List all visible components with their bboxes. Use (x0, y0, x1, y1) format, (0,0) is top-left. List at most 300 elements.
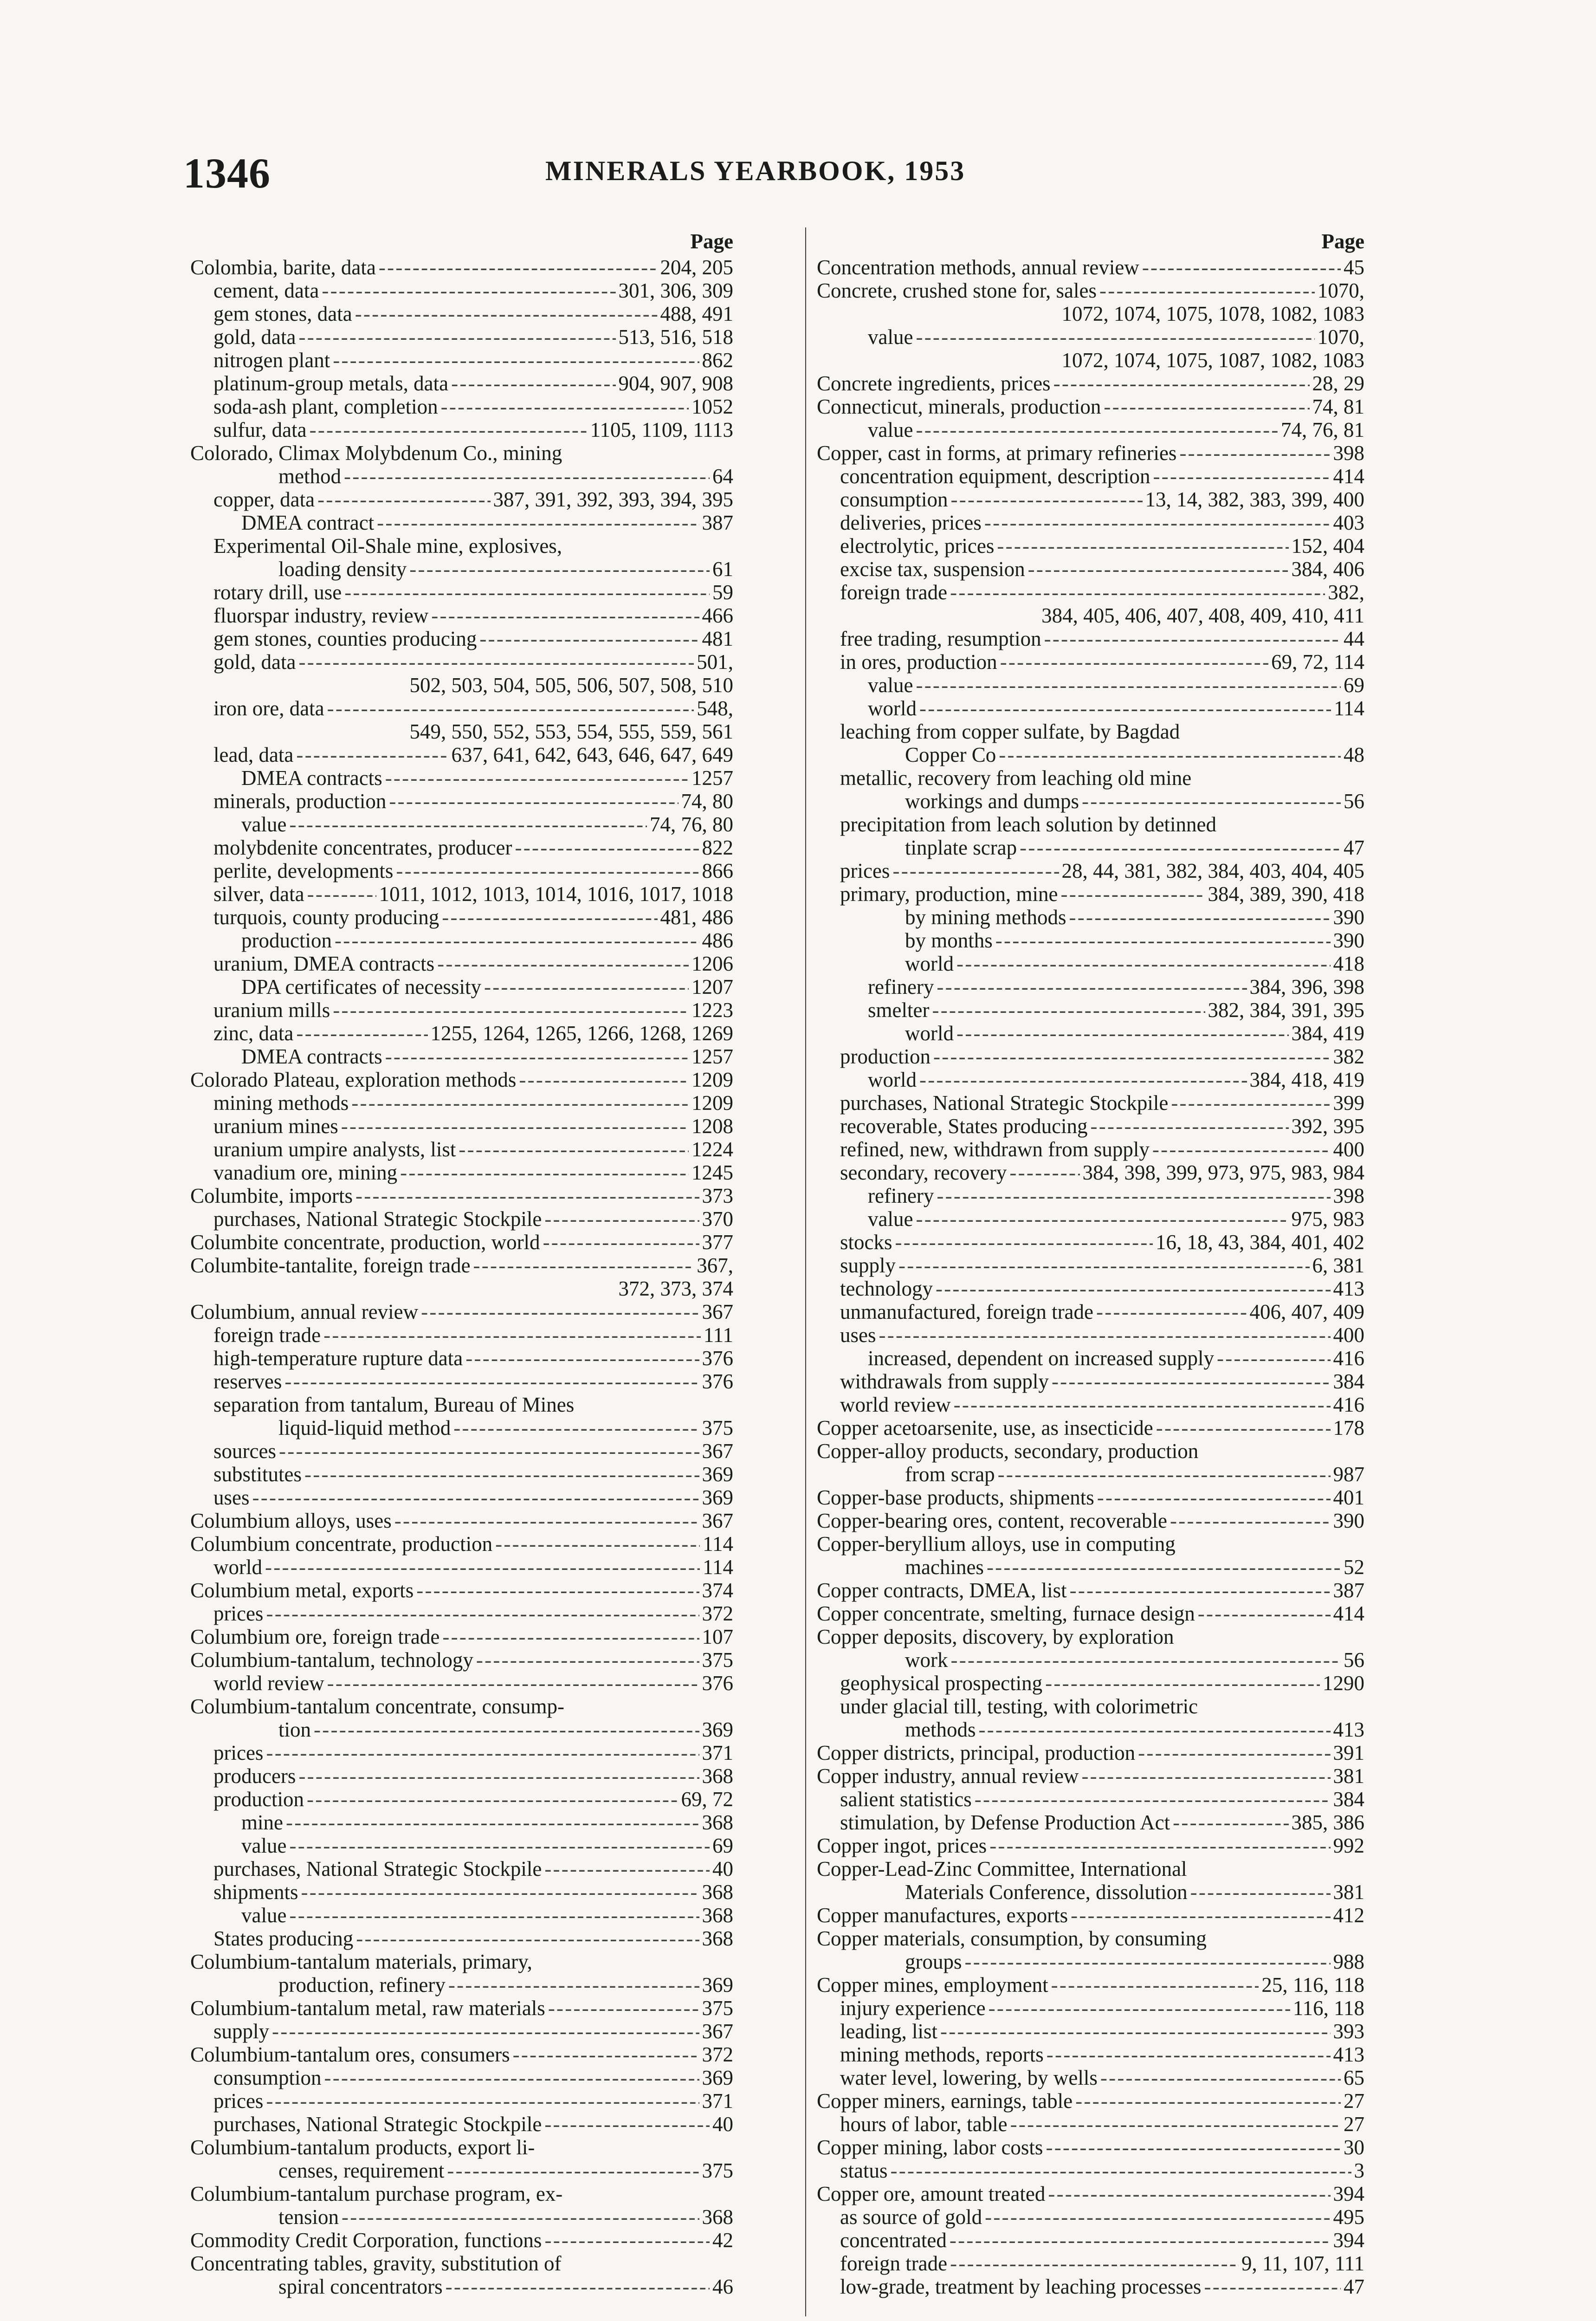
index-entry (817, 488, 1364, 511)
entry-pages: 301, 306, 309 (618, 279, 733, 302)
entry-text: turquois, county producing (213, 906, 439, 929)
index-entry (817, 929, 1364, 952)
dot-leader (431, 604, 699, 627)
entry-text: iron ore, data (213, 697, 324, 720)
entry-text: vanadium ore, mining (213, 1161, 398, 1184)
index-entry (817, 511, 1364, 534)
dot-leader (1190, 1880, 1331, 1904)
index-entry (190, 1300, 733, 1323)
index-entry (817, 790, 1364, 813)
dot-leader (344, 465, 710, 488)
dot-leader (919, 697, 1331, 720)
dot-leader (916, 325, 1314, 349)
index-entry (817, 1022, 1364, 1045)
entry-pages: 367, (697, 1254, 733, 1277)
entry-text: purchases, National Strategic Stockpile (213, 1207, 542, 1231)
dot-leader (936, 1277, 1331, 1300)
entry-pages: 367 (702, 1439, 733, 1463)
index-entry (817, 650, 1364, 674)
entry-text: perlite, developments (213, 859, 394, 882)
entry-text: uses (840, 1323, 876, 1347)
entry-pages: 69 (1344, 674, 1364, 697)
index-entry (817, 2275, 1364, 2298)
entry-pages: 376 (702, 1347, 733, 1370)
entry-text: censes, requirement (278, 2159, 445, 2182)
entry-text: prices (213, 2089, 264, 2113)
entry-text: uranium umpire analysts, list (213, 1138, 456, 1161)
index-entry (190, 882, 733, 906)
entry-text: loading density (278, 558, 407, 581)
entry-pages: 381 (1333, 1764, 1364, 1788)
entry-text: Copper-base products, shipments (817, 1486, 1094, 1509)
entry-pages: 28, 29 (1312, 372, 1364, 395)
dot-leader (298, 1764, 699, 1788)
entry-pages: 368 (702, 2205, 733, 2229)
entry-text: Materials Conference, dissolution (905, 1880, 1188, 1904)
dot-leader (1069, 906, 1331, 929)
entry-pages: 382, (1328, 581, 1364, 604)
entry-pages: 74, 81 (1312, 395, 1364, 418)
entry-pages: 1206 (691, 952, 733, 975)
index-entry (817, 581, 1364, 604)
entry-text: foreign trade (213, 1323, 321, 1347)
index-entry (817, 1045, 1364, 1068)
entry-text: uses (213, 1486, 250, 1509)
index-entries (190, 256, 733, 2298)
entry-text: substitutes (213, 1463, 302, 1486)
index-entry (817, 952, 1364, 975)
entry-pages: 367 (702, 1509, 733, 1532)
index-entry (190, 1463, 733, 1486)
entry-pages: 401 (1333, 1486, 1364, 1509)
index-entry (817, 674, 1364, 697)
dot-leader (984, 511, 1331, 534)
dot-leader (933, 1045, 1331, 1068)
entry-text: copper, data (213, 488, 315, 511)
entry-pages: 69, 72 (681, 1788, 733, 1811)
entry-text: tinplate scrap (905, 836, 1017, 859)
index-entry: Columbium-tantalum concentrate, consump- (190, 1695, 565, 1718)
entry-pages: 74, 76, 81 (1281, 418, 1364, 441)
index-entry (817, 1602, 1364, 1625)
entry-text: unmanufactured, foreign trade (840, 1300, 1093, 1323)
index-entry (817, 1347, 1364, 1370)
entry-text: water level, lowering, by wells (840, 2066, 1098, 2089)
index-entry: Copper-beryllium alloys, use in computing (817, 1532, 1176, 1556)
dot-leader (385, 1045, 689, 1068)
entry-pages: 394 (1333, 2182, 1364, 2205)
index-entry (190, 1602, 733, 1625)
index-entry (190, 1834, 733, 1857)
dot-leader (916, 674, 1341, 697)
entry-pages: 413 (1333, 1277, 1364, 1300)
dot-leader (919, 1068, 1247, 1091)
index-entry (190, 1439, 733, 1463)
index-entry (817, 1068, 1364, 1091)
entry-pages: 368 (702, 1904, 733, 1927)
index-entry (817, 882, 1364, 906)
index-entry (817, 1764, 1364, 1788)
index-entry (817, 1811, 1364, 1834)
entry-text: recoverable, States producing (840, 1115, 1088, 1138)
index-entry (817, 2159, 1364, 2182)
entry-pages: 904, 907, 908 (618, 372, 733, 395)
index-entry: Copper deposits, discovery, by exploration (817, 1625, 1174, 1648)
index-entry (817, 279, 1364, 302)
index-entry (190, 604, 733, 627)
entry-pages: 178 (1333, 1416, 1364, 1439)
index-entry (190, 1254, 733, 1277)
index-entry (817, 1509, 1364, 1532)
entry-pages: 204, 205 (660, 256, 733, 279)
index-entry (817, 2043, 1364, 2066)
dot-leader (286, 1811, 699, 1834)
dot-leader (892, 859, 1059, 882)
index-entry (817, 1138, 1364, 1161)
entry-pages: 368 (702, 1764, 733, 1788)
entry-pages: 111 (703, 1323, 733, 1347)
entry-text: value (868, 674, 913, 697)
index-entry (190, 1973, 733, 1997)
index-entry (190, 998, 733, 1022)
index-entry (817, 1556, 1364, 1579)
entry-text: production (213, 1788, 304, 1811)
entry-text: gem stones, counties producing (213, 627, 477, 650)
index-entry: Experimental Oil-Shale mine, explosives, (213, 534, 562, 558)
entry-pages: 114 (703, 1532, 733, 1556)
entry-text: electrolytic, prices (840, 534, 995, 558)
entry-pages: 1209 (691, 1091, 733, 1115)
index-entry (190, 488, 733, 511)
entry-text: world review (840, 1393, 951, 1416)
entry-pages: 1011, 1012, 1013, 1014, 1016, 1017, 1018 (379, 882, 733, 906)
dot-leader (1081, 1764, 1330, 1788)
dot-leader (998, 1463, 1331, 1486)
dot-leader (279, 1439, 699, 1463)
entry-pages: 1208 (691, 1115, 733, 1138)
dot-leader (389, 790, 678, 813)
index-entry (190, 1718, 733, 1741)
entry-pages: 367 (702, 2020, 733, 2043)
index-entry (190, 1764, 733, 1788)
dot-leader (916, 1207, 1288, 1231)
dot-leader (1053, 372, 1310, 395)
index-entry (190, 2043, 733, 2066)
dot-leader (351, 1091, 689, 1115)
dot-leader (344, 581, 710, 604)
index-entry (817, 325, 1364, 349)
entry-text: as source of gold (840, 2205, 982, 2229)
entry-pages: 47 (1344, 2275, 1364, 2298)
entry-text: uranium, DMEA contracts (213, 952, 435, 975)
dot-leader (989, 1834, 1330, 1857)
entry-text: machines (905, 1556, 984, 1579)
entry-pages: 513, 516, 518 (618, 325, 733, 349)
index-entry (190, 2229, 733, 2252)
entry-pages: 382 (1333, 1045, 1364, 1068)
dot-leader (1070, 1579, 1331, 1602)
entry-text: refinery (868, 1184, 934, 1207)
entry-text: from scrap (905, 1463, 995, 1486)
entry-text: Columbite concentrate, production, world (190, 1231, 540, 1254)
dot-leader (1171, 1091, 1330, 1115)
entry-pages: 1207 (691, 975, 733, 998)
index-entry (817, 836, 1364, 859)
entry-text: uranium mines (213, 1115, 338, 1138)
dot-leader (1170, 1509, 1330, 1532)
index-entry (190, 952, 733, 975)
entry-pages: 398 (1333, 441, 1364, 465)
entry-pages: 64 (712, 465, 733, 488)
entry-text: Copper-bearing ores, content, recoverable (817, 1509, 1168, 1532)
dot-leader (379, 256, 658, 279)
entry-pages: 44 (1344, 627, 1364, 650)
dot-leader (975, 1788, 1331, 1811)
entry-text: geophysical prospecting (840, 1672, 1043, 1695)
index-entry (817, 558, 1364, 581)
index-entry (190, 813, 733, 836)
index-entry (190, 1416, 733, 1439)
entry-text: concentration equipment, description (840, 465, 1150, 488)
entry-pages: 46 (712, 2275, 733, 2298)
dot-leader (951, 488, 1143, 511)
entry-text: reserves (213, 1370, 282, 1393)
dot-leader (459, 1138, 689, 1161)
entry-pages: 488, 491 (660, 302, 733, 325)
index-entry: Colorado, Climax Molybdenum Co., mining (190, 441, 562, 465)
entry-text: injury experience (840, 1997, 986, 2020)
entry-text: stocks (840, 1231, 892, 1254)
dot-leader (1100, 2066, 1341, 2089)
dot-leader (400, 1161, 689, 1184)
dot-leader (304, 1463, 699, 1486)
index-entry (817, 743, 1364, 766)
index-entry (190, 465, 733, 488)
entry-pages: 406, 407, 409 (1249, 1300, 1364, 1323)
entry-pages: 56 (1344, 1648, 1364, 1672)
dot-leader (322, 279, 615, 302)
index-entry (817, 1254, 1364, 1277)
index-entry (817, 1741, 1364, 1764)
entry-pages: 370 (702, 1207, 733, 1231)
dot-leader (997, 534, 1288, 558)
entry-text: refined, new, withdrawn from supply (840, 1138, 1150, 1161)
dot-leader (484, 975, 689, 998)
dot-leader (519, 1068, 689, 1091)
index-entry (190, 650, 733, 674)
entry-pages: 414 (1333, 1602, 1364, 1625)
entry-pages: 1290 (1323, 1672, 1364, 1695)
entry-text: work (905, 1648, 948, 1672)
entry-text: secondary, recovery (840, 1161, 1007, 1184)
entry-text: withdrawals from supply (840, 1370, 1049, 1393)
entry-pages: 862 (702, 349, 733, 372)
entry-text: Copper manufactures, exports (817, 1904, 1068, 1927)
index-entry (190, 2205, 733, 2229)
dot-leader (965, 1950, 1331, 1973)
dot-leader (356, 1927, 699, 1950)
entry-text: smelter (868, 998, 930, 1022)
dot-leader (1010, 2113, 1341, 2136)
entry-text: increased, dependent on increased supply (868, 1347, 1214, 1370)
index-entry (190, 302, 733, 325)
entry-pages: 975, 983 (1291, 1207, 1364, 1231)
entry-pages: 69 (712, 1834, 733, 1857)
entry-pages: 637, 641, 642, 643, 646, 647, 649 (451, 743, 733, 766)
entry-pages: 52 (1344, 1556, 1364, 1579)
index-column-right (817, 230, 1364, 2298)
dot-leader (307, 882, 376, 906)
entry-text: world (213, 1556, 262, 1579)
entry-pages: 384, 398, 399, 973, 975, 983, 984 (1082, 1161, 1364, 1184)
entry-pages: 56 (1344, 790, 1364, 813)
entry-pages: 28, 44, 381, 382, 384, 403, 404, 405 (1061, 859, 1364, 882)
page-column-heading: Page (690, 230, 733, 253)
dot-leader (333, 349, 699, 372)
index-entry (190, 1370, 733, 1393)
entry-text: world review (213, 1672, 324, 1695)
entry-text: high-temperature rupture data (213, 1347, 463, 1370)
entry-pages: 481 (702, 627, 733, 650)
entry-text: prices (213, 1602, 264, 1625)
entry-pages: 384 (1333, 1788, 1364, 1811)
entry-pages: 387, 391, 392, 393, 394, 395 (493, 488, 733, 511)
dot-leader (341, 1115, 689, 1138)
dot-leader (1091, 1115, 1289, 1138)
entry-text: fluorspar industry, review (213, 604, 429, 627)
index-entry (190, 1068, 733, 1091)
entry-pages: 384, 389, 390, 418 (1208, 882, 1364, 906)
index-entry (190, 697, 733, 720)
dot-leader (1142, 256, 1341, 279)
dot-leader (476, 1648, 699, 1672)
entry-text: Columbium metal, exports (190, 1579, 414, 1602)
entry-pages: 369 (702, 1718, 733, 1741)
index-column-left (190, 230, 733, 2298)
index-entry (190, 1625, 733, 1648)
entry-pages: 398 (1333, 1184, 1364, 1207)
entry-text: methods (905, 1718, 976, 1741)
index-entry (817, 1091, 1364, 1115)
entry-pages: 384, 406 (1291, 558, 1364, 581)
index-entry (190, 1138, 733, 1161)
entry-text: DPA certificates of necessity (241, 975, 481, 998)
index-entry (190, 325, 733, 349)
page-column-heading: Page (1321, 230, 1364, 253)
dot-leader (956, 1022, 1289, 1045)
dot-leader (1044, 627, 1341, 650)
dot-leader (355, 302, 658, 325)
entry-pages: 40 (712, 1857, 733, 1880)
entry-text: Copper ingot, prices (817, 1834, 987, 1857)
entry-text: DMEA contract (241, 511, 375, 534)
entry-pages: 387 (1333, 1579, 1364, 1602)
index-entry (817, 1393, 1364, 1416)
index-entry (190, 836, 733, 859)
entry-text: purchases, National Strategic Stockpile (213, 1857, 542, 1880)
entry-pages: 69, 72, 114 (1271, 650, 1364, 674)
entry-text: purchases, National Strategic Stockpile (213, 2113, 542, 2136)
dot-leader (385, 766, 689, 790)
dot-leader (544, 2229, 710, 2252)
dot-leader (446, 2275, 710, 2298)
entry-text: foreign trade (840, 2252, 948, 2275)
index-entry (190, 1788, 733, 1811)
entry-text: prices (840, 859, 890, 882)
entry-pages: 152, 404 (1291, 534, 1364, 558)
index-entry (817, 2229, 1364, 2252)
index-entry (817, 1161, 1364, 1184)
dot-leader (891, 2159, 1351, 2182)
entry-text: value (241, 1834, 287, 1857)
index-entry (817, 906, 1364, 929)
entry-pages: 375 (702, 1648, 733, 1672)
dot-leader (266, 1602, 699, 1625)
entry-pages: 61 (712, 558, 733, 581)
entry-pages: 414 (1333, 465, 1364, 488)
dot-leader (324, 2066, 699, 2089)
entry-pages: 418 (1333, 952, 1364, 975)
dot-leader (544, 1207, 699, 1231)
index-entry (817, 1718, 1364, 1741)
dot-leader (317, 488, 490, 511)
entry-text: prices (213, 1741, 264, 1764)
entry-pages: 393 (1333, 2020, 1364, 2043)
dot-leader (396, 859, 699, 882)
index-entry (190, 349, 733, 372)
entry-pages: 376 (702, 1370, 733, 1393)
dot-leader (1204, 2275, 1341, 2298)
dot-leader (513, 2043, 699, 2066)
dot-leader (453, 1416, 699, 1439)
entry-text: States producing (213, 1927, 354, 1950)
index-entry: precipitation from leach solution by detinned (840, 813, 1217, 836)
index-entry (190, 581, 733, 604)
dot-leader (1048, 2182, 1330, 2205)
index-entry (817, 2113, 1364, 2136)
index-entry: Concentrating tables, gravity, substitution of (190, 2252, 562, 2275)
index-entry (817, 1416, 1364, 1439)
entry-pages: 114 (1334, 697, 1364, 720)
entry-text: production (241, 929, 332, 952)
index-entry: Copper-Lead-Zinc Committee, International (817, 1857, 1187, 1880)
entry-text: Columbium-tantalum, technology (190, 1648, 473, 1672)
dot-leader (1138, 1741, 1330, 1764)
index-entry (817, 2182, 1364, 2205)
index-entry (817, 2205, 1364, 2229)
entry-pages: 403 (1333, 511, 1364, 534)
entry-text: mine (241, 1811, 283, 1834)
entry-text: stimulation, by Defense Production Act (840, 1811, 1170, 1834)
dot-leader (937, 1184, 1330, 1207)
index-entry (190, 418, 733, 441)
entry-pages: 412 (1333, 1904, 1364, 1927)
index-entry: Columbium-tantalum materials, primary, (190, 1950, 532, 1973)
index-entry (817, 859, 1364, 882)
dot-leader (1152, 1138, 1331, 1161)
entry-pages: 27 (1344, 2089, 1364, 2113)
entry-text: workings and dumps (905, 790, 1079, 813)
entry-text: consumption (840, 488, 948, 511)
entry-text: foreign trade (840, 581, 948, 604)
dot-leader (437, 952, 689, 975)
index-entry (190, 2275, 733, 2298)
entry-pages: 1105, 1109, 1113 (590, 418, 733, 441)
dot-leader (479, 627, 699, 650)
index-entry (190, 1091, 733, 1115)
entry-text: deliveries, prices (840, 511, 982, 534)
index-entry: Copper-alloy products, secondary, production (817, 1439, 1199, 1463)
